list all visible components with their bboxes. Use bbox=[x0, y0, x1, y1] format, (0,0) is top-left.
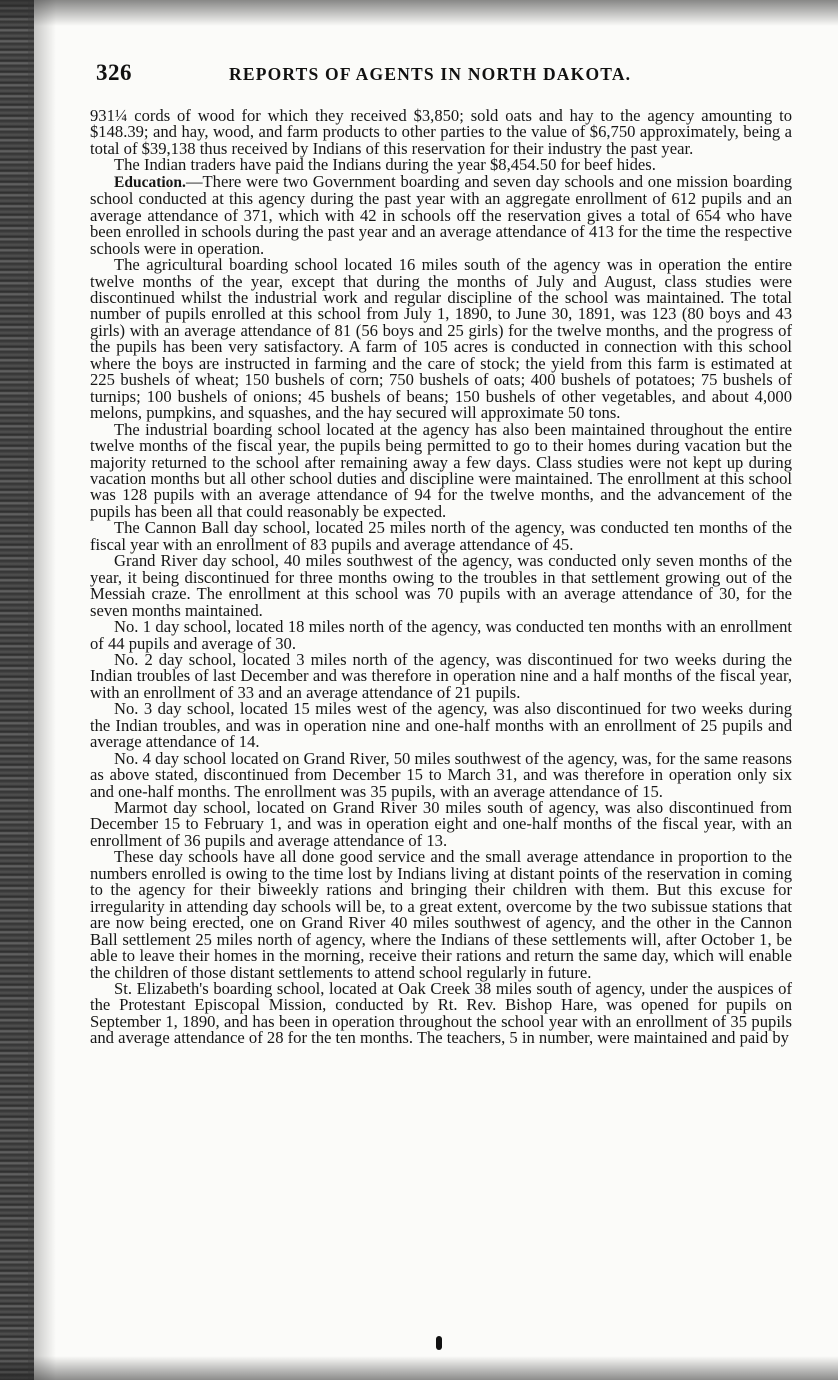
paragraph-grand-river-school bbox=[90, 553, 792, 619]
paragraph-text: No. 1 day school, located 18 miles north of the agency, was conducted ten months with an enrollment of 44 pupils and average of 30. bbox=[90, 617, 792, 653]
paragraph-text: —There were two Government boarding and seven day schools and one mission boarding school conducted at this agency during the past year with an aggregate enrollment of 612 pupils and an average attendance of 371, which with 42 in schools off the reservation gives a total of 654 who have been enrolled in schools during the past year and an average attendance of 413 for the time the respective schools were in operation. bbox=[90, 171, 792, 258]
paragraph-text: The Cannon Ball day school, located 25 miles north of the agency, was conducted ten months of the fiscal year with an enrollment of 83 pupils and average attendance of 45. bbox=[90, 518, 792, 554]
paragraph-wood-sales bbox=[90, 108, 792, 157]
paragraph-cannon-ball-school bbox=[90, 520, 792, 553]
paragraph-industrial-school bbox=[90, 419, 792, 521]
paragraph-text: Grand River day school, 40 miles southwest of the agency, was conducted only seven months of the year, it being discontinued for three months owing to the troubles in that settlement growing out of the Messiah craze. The enrollment at this school was 70 pupils with an average attendance of 30, for the seven months maintained. bbox=[90, 551, 792, 620]
paragraph-no2-school bbox=[90, 649, 792, 702]
binding-shadow bbox=[28, 0, 56, 1380]
bottom-scan-edge bbox=[0, 1356, 838, 1380]
paragraph-text: No. 4 day school located on Grand River, 50 miles southwest of the agency, was, for the same reasons as above stated, discontinued from December 15 to March 31, and was therefore in operation only six and one-half months. The enrollment was 35 pupils, with an average attendance of 15. bbox=[90, 748, 792, 801]
report-body bbox=[90, 108, 792, 1047]
paragraph-text: The agricultural boarding school located 16 miles south of the agency was in operation the entire twelve months of the year, except that during the months of July and August, class studies were discontinued whilst the industrial work and regular discipline of the school was maintained. The total number of pupils enrolled at this school from July 1, 1890, to June 30, 1891, was 123 (80 boys and 43 girls) with an average attendance of 81 (56 boys and 25 girls) for the twelve months, and the progress of the pupils has been very satisfactory. A farm of 105 acres is conducted in connection with this school where the boys are instructed in farming and the care of stock; the yield from this farm is estimated at 225 bushels of wheat; 150 bushels of corn; 750 bushels of oats; 400 bushels of potatoes; 75 bushels of turnips; 100 bushels of onions; 45 bushels of beans; 150 bushels of other vegetables, and about 4,000 melons, pumpkins, and squashes, and the hay secured will approximate 50 tons. bbox=[90, 255, 792, 423]
section-heading: Education. bbox=[114, 173, 186, 191]
paragraph-text: Marmot day school, located on Grand River 30 miles south of agency, was also discontinued from December 15 to February 1, and was in operation eight and one-half months of the fiscal year, with an enrollment of 36 pupils and average attendance of 13. bbox=[90, 798, 792, 850]
paragraph-no3-school bbox=[90, 701, 792, 750]
paragraph-no4-school bbox=[90, 748, 792, 801]
paragraph-day-schools-summary bbox=[90, 849, 792, 981]
paragraph-text: The industrial boarding school located at the agency has also been maintained throughout the entire twelve months of the fiscal year, the pupils being permitted to go to their homes during vacation but the majority returned to the school after remaining away a few days. Class studies were not kept up during vacation months but all other school duties and discipline were maintained. The enrollment at this school was 128 pupils with an average attendance of 94 for the twelve months, and the advancement of the pupils has been all that could reasonably be expected. bbox=[90, 419, 792, 521]
paragraph-text: No. 2 day school, located 3 miles north of the agency, was discontinued for two weeks during the Indian troubles of last December and was therefore in operation nine and a half months of the fiscal year, with an enrollment of 33 and an average attendance of 21 pupils. bbox=[90, 649, 792, 702]
paragraph-text: 931¼ cords of wood for which they received $3,850; sold oats and hay to the agency amounting to $148.39; and hay, wood, and farm products to other parties to the value of $6,750 approximately, being a total of $39,138 thus received by Indians of this reservation for their industry the past year. bbox=[90, 106, 792, 158]
paragraph-text: No. 3 day school, located 15 miles west of the agency, was also discontinued for two weeks during the Indian troubles, and was in operation nine and one-half months with an enrollment of 25 pupils and average attendance of 14. bbox=[90, 699, 792, 752]
paragraph-no1-school bbox=[90, 619, 792, 652]
page-header bbox=[96, 60, 796, 90]
paragraph-text: These day schools have all done good service and the small average attendance in proportion to the numbers enrolled is owing to the time lost by Indians living at distant points of the reservation in coming to the agency for their biweekly rations and bringing their children with them. But this excuse for irregularity in attending day schools will be, to a great extent, overcome by the two subissue stations that are now being erected, one on Grand River 40 miles southwest of agency, and the other in the Cannon Ball settlement 25 miles north of agency, where the Indians of these settlements will, after October 1, be able to leave their homes in the morning, receive their rations and return the same day, which will enable the children of those distant settlements to attend school regularly in future. bbox=[90, 847, 792, 982]
ink-mark bbox=[436, 1336, 442, 1350]
paragraph-education bbox=[90, 171, 792, 258]
paragraph-st-elizabeth-school bbox=[90, 981, 792, 1047]
paragraph-agricultural-school bbox=[90, 257, 792, 422]
top-scan-edge bbox=[0, 0, 838, 26]
paragraph-text: The Indian traders have paid the Indians during the year $8,454.50 for beef hides. bbox=[114, 155, 656, 175]
paragraph-text: St. Elizabeth's boarding school, located at Oak Creek 38 miles south of agency, under the auspices of the Protestant Episcopal Mission, conducted by Rt. Rev. Bishop Hare, was opened for pupils on September 1, 1890, and has been in operation throughout the school year with an enrollment of 35 pupils and average attendance of 28 for the ten months. The teachers, 5 in number, were maintained and paid by bbox=[90, 979, 792, 1048]
running-head: REPORTS OF AGENTS IN NORTH DAKOTA. bbox=[229, 64, 632, 84]
page-number: 326 bbox=[96, 60, 132, 85]
paragraph-marmot-school bbox=[90, 800, 792, 849]
